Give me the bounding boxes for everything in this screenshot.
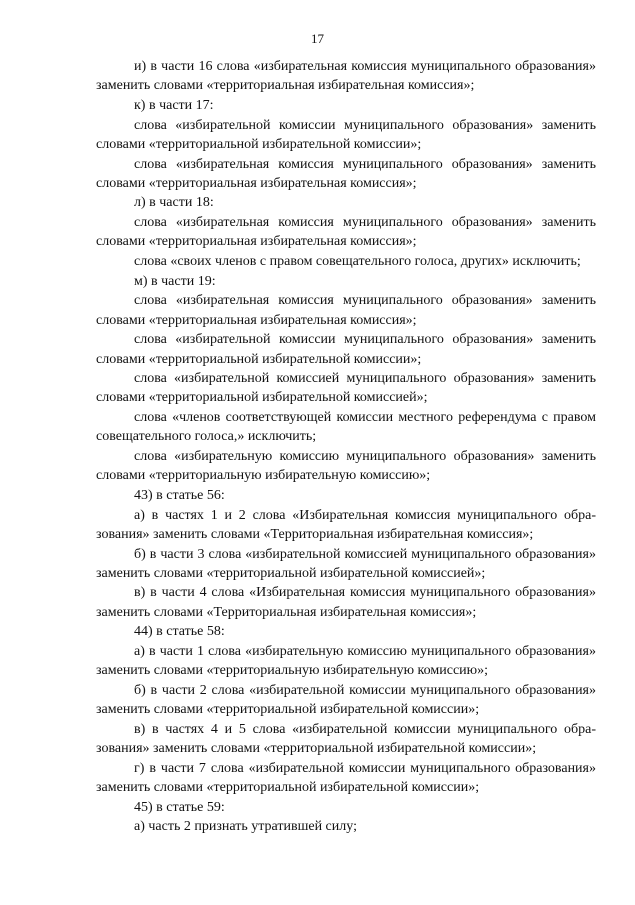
paragraph: слова «избирательная комиссия муниципального образования» заменить словами «территориальная избирательная комиссия»; — [96, 293, 596, 328]
paragraph: и) в части 16 слова «избирательная комиссия муниципального образования» заменить словами «территориальная избирательная комиссия»; — [96, 59, 596, 94]
paragraph: а) в частях 1 и 2 слова «Избирательная комиссия муниципального образования» заменить словами «Территориальная избирательная комиссия»; — [96, 507, 596, 542]
paragraph: а) часть 2 признать утратившей силу; — [134, 819, 357, 835]
page-number: 17 — [311, 31, 324, 46]
paragraph: 44) в статье 58: — [134, 624, 225, 640]
paragraph: а) в части 1 слова «избирательную комиссию муниципального образования» заменить словами «территориальную избирательную комиссию»; — [96, 644, 596, 679]
paragraph: слова «избирательная комиссия муниципального образования» заменить словами «территориальная избирательная комиссия»; — [96, 156, 596, 191]
paragraph: слова «избирательной комиссии муниципального образования» заменить словами «территориальной избирательной комиссии»; — [96, 332, 596, 367]
paragraph: 45) в статье 59: — [134, 799, 225, 815]
paragraph: м) в части 19: — [134, 273, 216, 289]
paragraph: 43) в статье 56: — [134, 487, 225, 503]
paragraph: слова «членов соответствующей комиссии местного референдума с правом совещательного голоса,» исключить; — [96, 410, 596, 445]
paragraph: б) в части 3 слова «избирательной комиссией муниципального образования» заменить словами «территориальной избирательной комиссией»; — [96, 546, 596, 581]
paragraph: к) в части 17: — [134, 97, 214, 113]
paragraph: слова «избирательная комиссия муниципального образования» заменить словами «территориальная избирательная комиссия»; — [96, 215, 596, 250]
paragraph: слова «своих членов с правом совещательного голоса, других» исключить; — [134, 254, 581, 270]
paragraph: г) в части 7 слова «избирательной комиссии муниципального образования» заменить словами «территориальной избирательной комиссии»; — [96, 760, 596, 796]
paragraph: слова «избирательную комиссию муниципального образования» заменить словами «территориальную избирательную комиссию»; — [96, 449, 596, 484]
document-body — [96, 57, 596, 837]
paragraph: л) в части 18: — [134, 195, 214, 211]
paragraph: в) в части 4 слова «Избирательная комиссия муниципального образования» заменить словами «Территориальная избирательная комиссия»; — [96, 585, 596, 620]
paragraph: в) в частях 4 и 5 слова «избирательной комиссии муниципального образования» заменить словами «территориальной избирательной комиссии»; — [96, 721, 596, 757]
paragraph: слова «избирательной комиссией муниципального образования» заменить словами «территориальной избирательной комиссией»; — [96, 371, 596, 406]
paragraph: слова «избирательной комиссии муниципального образования» заменить словами «территориальной избирательной комиссии»; — [96, 117, 596, 152]
paragraph: б) в части 2 слова «избирательной комиссии муниципального образования» заменить словами «территориальной избирательной комиссии»; — [96, 683, 596, 718]
